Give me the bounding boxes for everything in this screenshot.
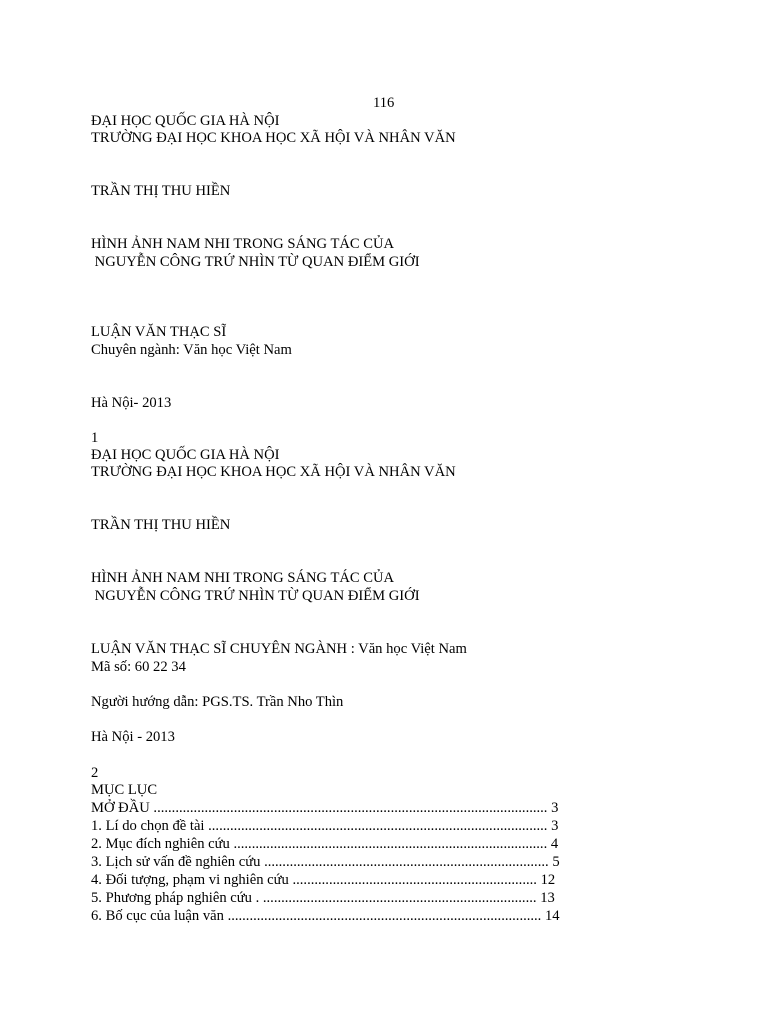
school-name: TRƯỜNG ĐẠI HỌC KHOA HỌC XÃ HỘI VÀ NHÂN VĂN <box>91 130 456 146</box>
thesis-title-line1: HÌNH ẢNH NAM NHI TRONG SÁNG TÁC CỦA <box>91 570 395 586</box>
degree-major-label: LUẬN VĂN THẠC SĨ CHUYÊN NGÀNH : Văn học Việt Nam <box>91 641 467 657</box>
toc-entry <box>91 907 560 925</box>
toc-entry <box>91 889 555 907</box>
toc-entry <box>91 835 558 853</box>
place-year: Hà Nội - 2013 <box>91 729 175 745</box>
toc-entry-page: 5 <box>552 854 560 870</box>
code-label: Mã số: 60 22 34 <box>91 659 186 675</box>
toc-entry-text: 1. Lí do chọn đề tài ............................................................................................. <box>91 818 548 834</box>
toc-entry-text: 6. Bố cục của luận văn ...................................................................................... <box>91 908 542 924</box>
toc-heading: MỤC LỤC <box>91 782 158 798</box>
toc-entry <box>91 799 558 817</box>
supervisor-label: Người hướng dẫn: PGS.TS. Trần Nho Thìn <box>91 694 344 710</box>
thesis-title-line2: NGUYỄN CÔNG TRỨ NHÌN TỪ QUAN ĐIỂM GIỚI <box>91 588 420 604</box>
page-number: 2 <box>91 765 99 781</box>
toc-entry-page: 13 <box>540 890 555 906</box>
toc-entry-page: 12 <box>540 872 556 888</box>
toc-entry-text: MỞ ĐẦU ............................................................................................................ <box>91 800 548 816</box>
toc-entry-page: 14 <box>545 908 560 924</box>
toc-entry-text: 4. Đối tượng, phạm vi nghiên cứu ................................................................... <box>91 872 537 888</box>
page-number: 1 <box>91 430 99 446</box>
page-number: 116 <box>373 95 395 111</box>
toc-entry <box>91 817 558 835</box>
university-name: ĐẠI HỌC QUỐC GIA HÀ NỘI <box>91 447 280 463</box>
university-name: ĐẠI HỌC QUỐC GIA HÀ NỘI <box>91 113 280 129</box>
major-label: Chuyên ngành: Văn học Việt Nam <box>91 342 292 358</box>
toc-entry-text: 3. Lịch sử vấn đề nghiên cứu .............................................................................. <box>91 854 549 870</box>
degree-label: LUẬN VĂN THẠC SĨ <box>91 324 227 340</box>
author-name: TRẦN THỊ THU HIỀN <box>91 517 231 533</box>
toc-entry-text: 5. Phương pháp nghiên cứu . ........................................................................... <box>91 890 537 906</box>
toc-entry-text: 2. Mục đích nghiên cứu ...................................................................................... <box>91 836 548 852</box>
thesis-title-line1: HÌNH ẢNH NAM NHI TRONG SÁNG TÁC CỦA <box>91 236 395 252</box>
place-year: Hà Nội- 2013 <box>91 395 172 411</box>
toc-entry <box>91 871 555 889</box>
toc-entry <box>91 853 560 871</box>
toc-entry-page: 3 <box>551 800 559 816</box>
toc-entry-page: 3 <box>551 818 559 834</box>
author-name: TRẦN THỊ THU HIỀN <box>91 183 231 199</box>
toc-entry-page: 4 <box>550 836 559 852</box>
thesis-title-line2: NGUYỄN CÔNG TRỨ NHÌN TỪ QUAN ĐIỂM GIỚI <box>91 254 420 270</box>
school-name: TRƯỜNG ĐẠI HỌC KHOA HỌC XÃ HỘI VÀ NHÂN VĂN <box>91 464 456 480</box>
